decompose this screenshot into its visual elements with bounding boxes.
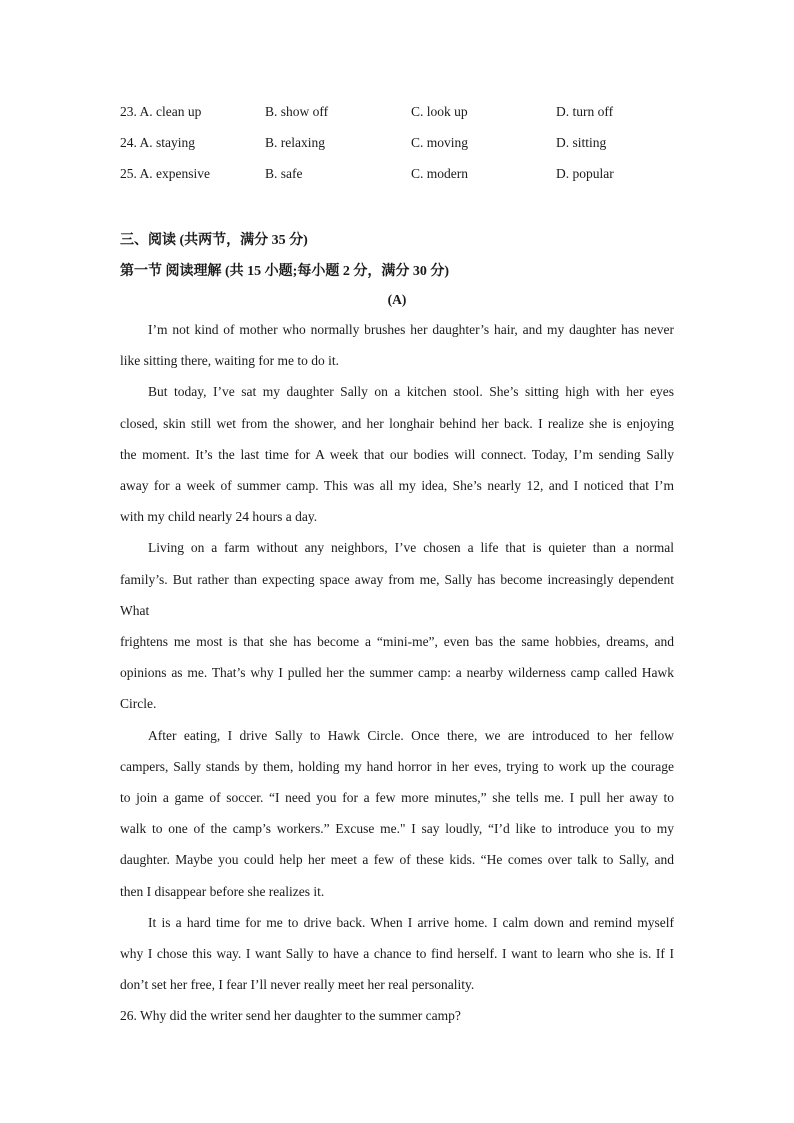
- passage-line: to join a game of soccer. “I need you for a few more minutes,” she tells me. I pull her away to: [120, 790, 674, 805]
- question-25-options: [120, 166, 680, 186]
- passage-line: don’t set her free, I fear I’ll never really meet her real personality.: [120, 977, 475, 992]
- passage-line: then I disappear before she realizes it.: [120, 884, 325, 899]
- passage-line: After eating, I drive Sally to Hawk Circle. Once there, we are introduced to her fellow: [148, 728, 674, 743]
- passage-line: What: [120, 603, 150, 618]
- passage-line: like sitting there, waiting for me to do it.: [120, 353, 339, 368]
- option-c: C. modern: [411, 166, 468, 181]
- passage-line: campers, Sally stands by them, holding my hand horror in her eves, trying to work up the courage: [120, 759, 674, 774]
- passage-line: opinions as me. That’s why I pulled her the summer camp: a nearby wilderness camp called Hawk: [120, 665, 674, 680]
- passage-line: the moment. It’s the last time for A week that our bodies will connect. Today, I’m sending Sally: [120, 447, 674, 462]
- section-heading: 三、阅读 (共两节，满分 35 分): [120, 233, 308, 248]
- question-24-options: [120, 135, 680, 155]
- question-23-options: [120, 104, 680, 124]
- option-d: D. turn off: [556, 104, 614, 119]
- option-b: B. show off: [265, 104, 329, 119]
- passage-line: daughter. Maybe you could help her meet a few of these kids. “He comes over talk to Sally, and: [120, 852, 674, 867]
- passage-line: But today, I’ve sat my daughter Sally on a kitchen stool. She’s sitting high with her eyes: [148, 384, 674, 399]
- passage-line: frightens me most is that she has become a “mini-me”, even bas the same hobbies, dreams, and: [120, 634, 674, 649]
- passage-line: family’s. But rather than expecting space away from me, Sally has become increasingly dependent: [120, 572, 674, 587]
- option-c: C. moving: [411, 135, 469, 150]
- passage-line: walk to one of the camp’s workers.” Excuse me." I say loudly, “I’d like to introduce you to my: [120, 821, 674, 836]
- option-c: C. look up: [411, 104, 468, 119]
- option-b: B. relaxing: [265, 135, 325, 150]
- part-heading: 第一节 阅读理解 (共 15 小题;每小题 2 分，满分 30 分): [120, 264, 449, 279]
- passage-line: It is a hard time for me to drive back. When I arrive home. I calm down and remind myself: [148, 915, 674, 930]
- question-26: 26. Why did the writer send her daughter to the summer camp?: [120, 1008, 461, 1023]
- option-d: D. sitting: [556, 135, 607, 150]
- passage-line: closed, skin still wet from the shower, and her longhair behind her back. I realize she is enjoying: [120, 416, 674, 431]
- option-d: D. popular: [556, 166, 614, 181]
- passage-line: away for a week of summer camp. This was all my idea, She’s nearly 12, and I noticed that I’m: [120, 478, 674, 493]
- option-a: 23. A. clean up: [120, 104, 202, 119]
- passage-line: with my child nearly 24 hours a day.: [120, 509, 318, 524]
- passage-line: Living on a farm without any neighbors, I’ve chosen a life that is quieter than a normal: [148, 540, 674, 555]
- passage-label: (A): [387, 292, 407, 307]
- option-a: 24. A. staying: [120, 135, 196, 150]
- option-b: B. safe: [265, 166, 303, 181]
- option-a: 25. A. expensive: [120, 166, 210, 181]
- passage-line: Circle.: [120, 696, 157, 711]
- passage-line: I’m not kind of mother who normally brushes her daughter’s hair, and my daughter has never: [148, 322, 674, 337]
- passage-line: why I chose this way. I want Sally to have a chance to find herself. I want to learn who she is. If I: [120, 946, 674, 961]
